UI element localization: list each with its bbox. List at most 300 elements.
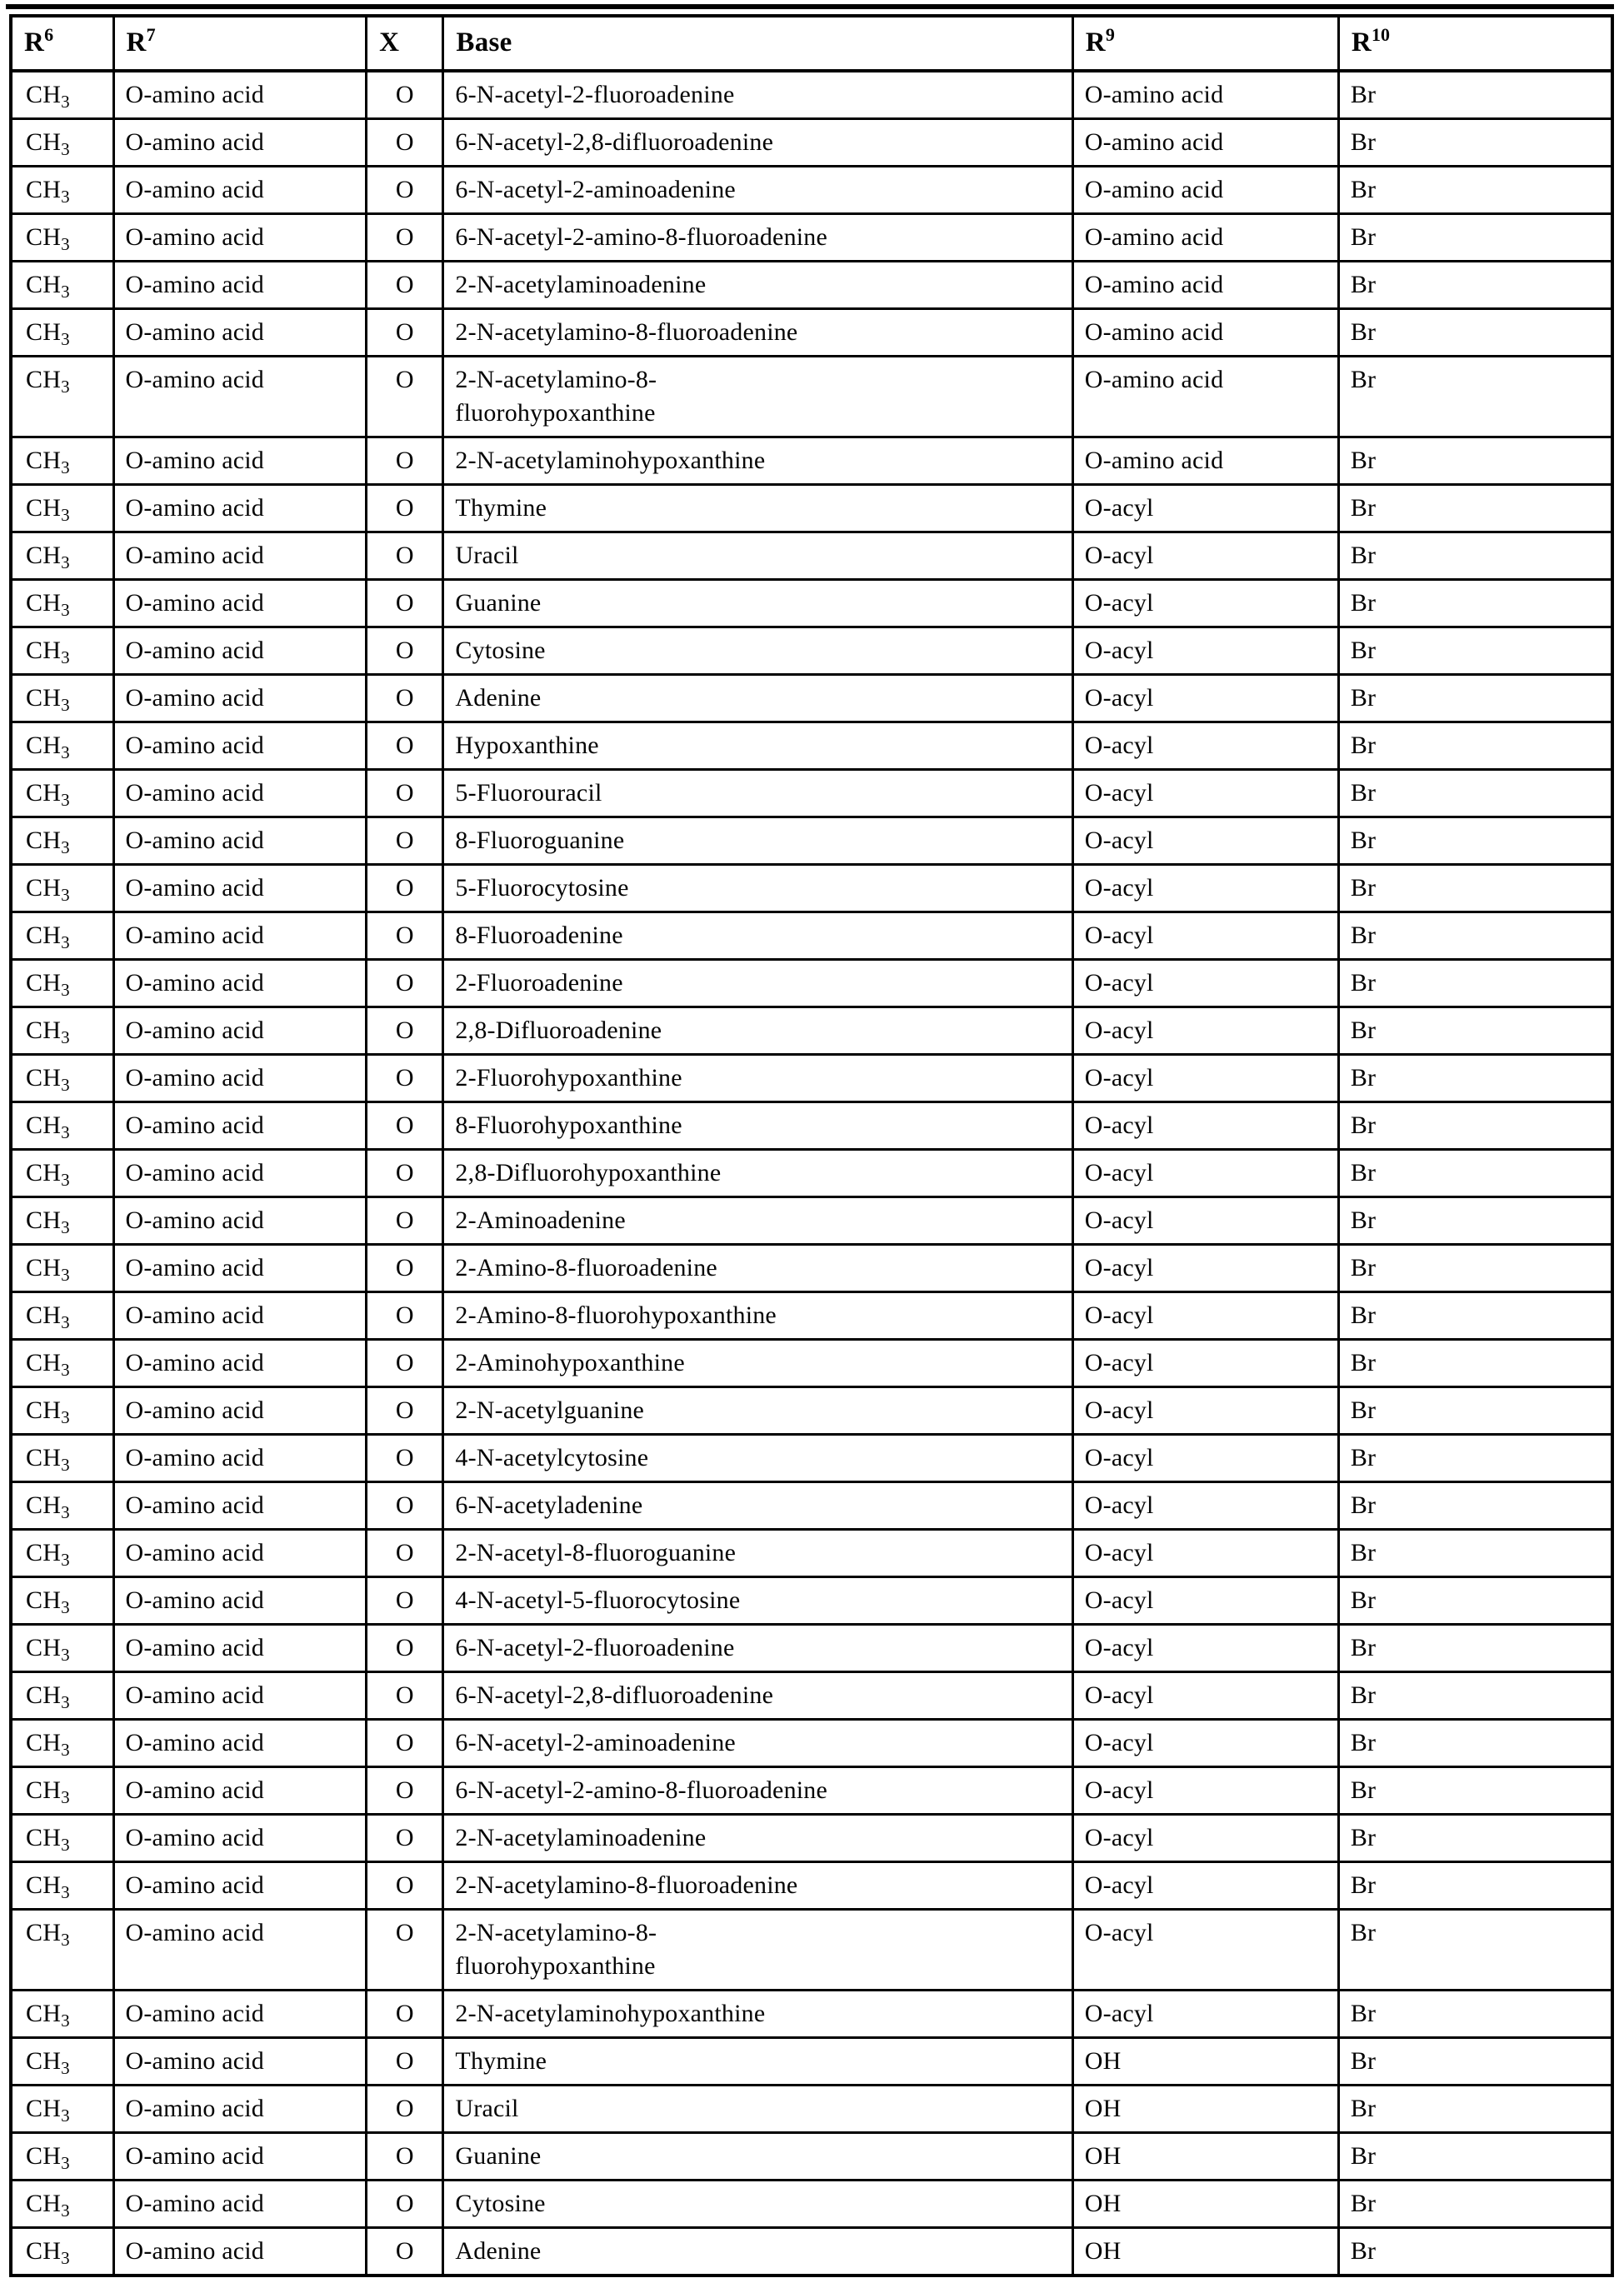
table-row [11,1197,1612,1245]
column-header-r6 [11,16,113,71]
cell-r10: Br [1338,357,1612,437]
cell-r7: O-amino acid [113,1197,367,1245]
cell-r9: O-amino acid [1072,357,1338,437]
table-row [11,2228,1612,2276]
cell-r10: Br [1338,309,1612,357]
cell-r9: O-acyl [1072,1102,1338,1150]
table-row [11,71,1612,119]
table-row [11,817,1612,865]
cell-r9: O-acyl [1072,1720,1338,1767]
cell-base: Thymine [443,485,1072,532]
table-row [11,1292,1612,1340]
cell-r6: $CH_3$ [11,1245,113,1292]
table-row [11,722,1612,770]
cell-r6: $CH_3$ [11,1720,113,1767]
cell-r7: O-amino acid [113,309,367,357]
cell-base: 2-N-acetylguanine [443,1387,1072,1435]
cell-base: 6-N-acetyl-2-amino-8-fluoroadenine [443,1767,1072,1815]
cell-r6: $CH_3$ [11,1197,113,1245]
table-row [11,2133,1612,2181]
cell-x: O [367,1767,443,1815]
cell-x: O [367,912,443,960]
cell-r10: Br [1338,1815,1612,1862]
cell-r10: Br [1338,1292,1612,1340]
cell-base: Guanine [443,2133,1072,2181]
cell-r6: $CH_3$ [11,2228,113,2276]
cell-r7: O-amino acid [113,770,367,817]
cell-r9: O-acyl [1072,1672,1338,1720]
cell-x: O [367,1530,443,1577]
cell-r7: O-amino acid [113,1625,367,1672]
table-row [11,1340,1612,1387]
cell-r6: $CH_3$ [11,1482,113,1530]
cell-r10: Br [1338,912,1612,960]
cell-r7: O-amino acid [113,580,367,627]
table-row [11,1530,1612,1577]
cell-r9: O-acyl [1072,960,1338,1007]
cell-r7: O-amino acid [113,912,367,960]
table-row [11,167,1612,214]
cell-r9: O-acyl [1072,1435,1338,1482]
cell-x: O [367,532,443,580]
table-row [11,2086,1612,2133]
cell-r10: Br [1338,167,1612,214]
cell-x: O [367,1245,443,1292]
cell-r9: O-acyl [1072,1340,1338,1387]
table-row [11,1862,1612,1910]
cell-r9: O-acyl [1072,1150,1338,1197]
cell-r10: Br [1338,262,1612,309]
cell-x: O [367,1720,443,1767]
cell-r7: O-amino acid [113,817,367,865]
cell-r9: O-amino acid [1072,437,1338,485]
cell-r7: O-amino acid [113,167,367,214]
cell-x: O [367,485,443,532]
cell-r10: Br [1338,1007,1612,1055]
cell-r10: Br [1338,960,1612,1007]
cell-x: O [367,1387,443,1435]
table-row [11,1672,1612,1720]
cell-x: O [367,357,443,437]
cell-r10: Br [1338,1482,1612,1530]
cell-r10: Br [1338,722,1612,770]
column-header-label: R [1085,27,1106,57]
cell-base: 2-N-acetylamino-8-fluoroadenine [443,309,1072,357]
cell-base: 8-Fluoroadenine [443,912,1072,960]
cell-r9: O-amino acid [1072,214,1338,262]
cell-r6: $CH_3$ [11,214,113,262]
column-header-superscript: 7 [146,24,156,45]
cell-x: O [367,71,443,119]
cell-r10: Br [1338,675,1612,722]
cell-r9: O-acyl [1072,1815,1338,1862]
cell-r10: Br [1338,1530,1612,1577]
cell-base: 2,8-Difluoroadenine [443,1007,1072,1055]
table-row [11,1910,1612,1991]
cell-r7: O-amino acid [113,1482,367,1530]
cell-r10: Br [1338,532,1612,580]
cell-r6: $CH_3$ [11,167,113,214]
table-row [11,912,1612,960]
cell-r7: O-amino acid [113,1102,367,1150]
cell-base: Guanine [443,580,1072,627]
cell-base: Uracil [443,532,1072,580]
cell-r7: O-amino acid [113,214,367,262]
cell-base: 8-Fluorohypoxanthine [443,1102,1072,1150]
cell-r9: OH [1072,2133,1338,2181]
cell-r7: O-amino acid [113,2228,367,2276]
table-row [11,770,1612,817]
cell-r7: O-amino acid [113,532,367,580]
table-row [11,1815,1612,1862]
cell-base: 5-Fluorouracil [443,770,1072,817]
table-row [11,1245,1612,1292]
cell-x: O [367,1435,443,1482]
cell-x: O [367,1007,443,1055]
cell-r10: Br [1338,119,1612,167]
cell-base: 2,8-Difluorohypoxanthine [443,1150,1072,1197]
cell-r9: O-acyl [1072,722,1338,770]
cell-base: 6-N-acetyl-2,8-difluoroadenine [443,119,1072,167]
column-header-label: R [126,27,147,57]
cell-r6: $CH_3$ [11,580,113,627]
cell-r6: $CH_3$ [11,357,113,437]
cell-r6: $CH_3$ [11,865,113,912]
cell-base: 6-N-acetyl-2-aminoadenine [443,167,1072,214]
table-row [11,437,1612,485]
cell-r6: $CH_3$ [11,1102,113,1150]
cell-r6: $CH_3$ [11,2181,113,2228]
cell-r6: $CH_3$ [11,1767,113,1815]
table-row [11,1625,1612,1672]
cell-r7: O-amino acid [113,262,367,309]
cell-r10: Br [1338,1625,1612,1672]
cell-r9: O-acyl [1072,912,1338,960]
cell-r7: O-amino acid [113,1435,367,1482]
table-row [11,1991,1612,2038]
cell-base: 5-Fluorocytosine [443,865,1072,912]
cell-base: 2-N-acetylamino-8- fluorohypoxanthine [443,357,1072,437]
cell-r9: O-acyl [1072,1007,1338,1055]
table-row [11,675,1612,722]
cell-x: O [367,627,443,675]
cell-r10: Br [1338,1102,1612,1150]
cell-r9: O-acyl [1072,1625,1338,1672]
cell-r6: $CH_3$ [11,532,113,580]
cell-x: O [367,1577,443,1625]
table-row [11,1055,1612,1102]
cell-r9: OH [1072,2038,1338,2086]
cell-r10: Br [1338,1055,1612,1102]
cell-r6: $CH_3$ [11,1387,113,1435]
cell-r9: O-acyl [1072,1292,1338,1340]
cell-r7: O-amino acid [113,1767,367,1815]
table-row [11,627,1612,675]
cell-x: O [367,437,443,485]
column-header-label: R [1351,27,1372,57]
cell-r10: Br [1338,214,1612,262]
cell-base: 2-Fluorohypoxanthine [443,1055,1072,1102]
table-row [11,1150,1612,1197]
cell-x: O [367,1150,443,1197]
cell-r10: Br [1338,1910,1612,1991]
cell-r9: OH [1072,2228,1338,2276]
cell-r6: $CH_3$ [11,1815,113,1862]
table-row [11,960,1612,1007]
cell-base: Hypoxanthine [443,722,1072,770]
cell-x: O [367,1991,443,2038]
column-header-r7 [113,16,367,71]
column-header-superscript: 9 [1105,24,1115,45]
cell-r9: O-acyl [1072,817,1338,865]
cell-r9: O-amino acid [1072,309,1338,357]
cell-r6: $CH_3$ [11,627,113,675]
table-row [11,580,1612,627]
cell-x: O [367,817,443,865]
cell-x: O [367,960,443,1007]
table-row [11,119,1612,167]
cell-r7: O-amino acid [113,960,367,1007]
cell-r9: O-acyl [1072,675,1338,722]
cell-x: O [367,675,443,722]
cell-x: O [367,119,443,167]
cell-x: O [367,1815,443,1862]
cell-r7: O-amino acid [113,1672,367,1720]
cell-r9: O-acyl [1072,580,1338,627]
cell-base: 2-Aminoadenine [443,1197,1072,1245]
cell-r6: $CH_3$ [11,1055,113,1102]
cell-r6: $CH_3$ [11,912,113,960]
cell-r10: Br [1338,1150,1612,1197]
cell-x: O [367,1055,443,1102]
cell-r9: O-amino acid [1072,167,1338,214]
table-row [11,1767,1612,1815]
cell-r6: $CH_3$ [11,485,113,532]
cell-r9: O-acyl [1072,627,1338,675]
table-row [11,214,1612,262]
cell-r7: O-amino acid [113,1007,367,1055]
cell-r7: O-amino acid [113,675,367,722]
cell-x: O [367,1910,443,1991]
cell-r6: $CH_3$ [11,1150,113,1197]
cell-r10: Br [1338,1720,1612,1767]
table-row [11,1102,1612,1150]
cell-r7: O-amino acid [113,119,367,167]
cell-r10: Br [1338,1340,1612,1387]
cell-r9: O-acyl [1072,485,1338,532]
cell-base: 2-N-acetylaminoadenine [443,1815,1072,1862]
cell-base: 2-N-acetylaminohypoxanthine [443,437,1072,485]
cell-r7: O-amino acid [113,1292,367,1340]
table-row [11,532,1612,580]
cell-r10: Br [1338,1991,1612,2038]
cell-r9: O-acyl [1072,1387,1338,1435]
cell-base: 2-Aminohypoxanthine [443,1340,1072,1387]
cell-r6: $CH_3$ [11,1340,113,1387]
header-row [11,16,1612,71]
cell-base: 2-Amino-8-fluorohypoxanthine [443,1292,1072,1340]
cell-r7: O-amino acid [113,1991,367,2038]
cell-r7: O-amino acid [113,485,367,532]
cell-base: 6-N-acetyl-2-fluoroadenine [443,71,1072,119]
cell-r10: Br [1338,1245,1612,1292]
cell-r7: O-amino acid [113,1055,367,1102]
cell-x: O [367,1292,443,1340]
cell-base: 2-N-acetylamino-8-fluoroadenine [443,1862,1072,1910]
cell-x: O [367,167,443,214]
cell-base: 6-N-acetyl-2-aminoadenine [443,1720,1072,1767]
cell-r9: O-acyl [1072,1530,1338,1577]
table-row [11,1435,1612,1482]
cell-r10: Br [1338,1197,1612,1245]
cell-r10: Br [1338,2181,1612,2228]
column-header-label: X [379,27,400,57]
cell-r9: O-acyl [1072,1197,1338,1245]
cell-r7: O-amino acid [113,71,367,119]
column-header-x [367,16,443,71]
table-row [11,262,1612,309]
cell-base: Adenine [443,2228,1072,2276]
cell-base: Thymine [443,2038,1072,2086]
cell-base: 6-N-acetyl-2-fluoroadenine [443,1625,1072,1672]
cell-r7: O-amino acid [113,1340,367,1387]
cell-r6: $CH_3$ [11,770,113,817]
cell-x: O [367,1482,443,1530]
cell-r6: $CH_3$ [11,437,113,485]
cell-x: O [367,214,443,262]
cell-base: 4-N-acetylcytosine [443,1435,1072,1482]
cell-r6: $CH_3$ [11,71,113,119]
cell-x: O [367,1862,443,1910]
cell-r9: O-acyl [1072,1055,1338,1102]
cell-r6: $CH_3$ [11,675,113,722]
cell-r9: O-acyl [1072,1482,1338,1530]
table-row [11,2181,1612,2228]
column-header-superscript: 6 [44,24,54,45]
cell-r6: $CH_3$ [11,1577,113,1625]
cell-r7: O-amino acid [113,2038,367,2086]
cell-base: 6-N-acetyl-2,8-difluoroadenine [443,1672,1072,1720]
cell-x: O [367,2228,443,2276]
cell-r9: O-acyl [1072,1910,1338,1991]
cell-r7: O-amino acid [113,1387,367,1435]
cell-base: Cytosine [443,2181,1072,2228]
cell-r7: O-amino acid [113,1530,367,1577]
cell-r10: Br [1338,770,1612,817]
cell-r6: $CH_3$ [11,262,113,309]
cell-r10: Br [1338,1862,1612,1910]
cell-r6: $CH_3$ [11,1007,113,1055]
cell-r9: O-acyl [1072,1245,1338,1292]
cell-r10: Br [1338,817,1612,865]
cell-r6: $CH_3$ [11,309,113,357]
cell-r7: O-amino acid [113,357,367,437]
column-header-superscript: 10 [1371,24,1390,45]
table-row [11,1387,1612,1435]
cell-r7: O-amino acid [113,865,367,912]
cell-x: O [367,309,443,357]
cell-r10: Br [1338,2038,1612,2086]
cell-r7: O-amino acid [113,1150,367,1197]
cell-r6: $CH_3$ [11,1625,113,1672]
column-header-base [443,16,1072,71]
cell-r9: O-acyl [1072,1767,1338,1815]
cell-r7: O-amino acid [113,1577,367,1625]
top-rule-line [6,4,1614,9]
column-header-label: R [24,27,45,57]
cell-x: O [367,2133,443,2181]
cell-r7: O-amino acid [113,2181,367,2228]
table-row [11,357,1612,437]
cell-r10: Br [1338,1767,1612,1815]
table-row [11,1482,1612,1530]
cell-base: 2-N-acetylamino-8- fluorohypoxanthine [443,1910,1072,1991]
cell-x: O [367,1672,443,1720]
table-row [11,1577,1612,1625]
cell-r7: O-amino acid [113,1815,367,1862]
cell-r9: O-amino acid [1072,262,1338,309]
cell-base: 2-Fluoroadenine [443,960,1072,1007]
cell-r7: O-amino acid [113,722,367,770]
cell-r9: O-acyl [1072,770,1338,817]
cell-r9: O-acyl [1072,1862,1338,1910]
cell-r7: O-amino acid [113,1862,367,1910]
cell-x: O [367,865,443,912]
cell-x: O [367,2038,443,2086]
cell-r10: Br [1338,580,1612,627]
cell-base: 8-Fluoroguanine [443,817,1072,865]
table-row [11,1720,1612,1767]
cell-base: Uracil [443,2086,1072,2133]
column-header-label: Base [456,27,512,57]
cell-base: 6-N-acetyl-2-amino-8-fluoroadenine [443,214,1072,262]
cell-r6: $CH_3$ [11,1292,113,1340]
substituent-table [9,14,1614,2277]
cell-r10: Br [1338,1387,1612,1435]
cell-r7: O-amino acid [113,1910,367,1991]
cell-r6: $CH_3$ [11,1910,113,1991]
table-row [11,2038,1612,2086]
cell-base: Cytosine [443,627,1072,675]
cell-base: 2-N-acetylaminoadenine [443,262,1072,309]
cell-r9: O-acyl [1072,1577,1338,1625]
cell-r6: $CH_3$ [11,2038,113,2086]
cell-r9: O-acyl [1072,865,1338,912]
cell-base: 2-N-acetylaminohypoxanthine [443,1991,1072,2038]
cell-r10: Br [1338,865,1612,912]
cell-r10: Br [1338,437,1612,485]
cell-base: 2-Amino-8-fluoroadenine [443,1245,1072,1292]
cell-x: O [367,2181,443,2228]
cell-x: O [367,580,443,627]
cell-x: O [367,262,443,309]
cell-r6: $CH_3$ [11,2133,113,2181]
table-row [11,1007,1612,1055]
cell-r10: Br [1338,485,1612,532]
column-header-r10 [1338,16,1612,71]
column-header-r9 [1072,16,1338,71]
cell-r6: $CH_3$ [11,1991,113,2038]
table-row [11,865,1612,912]
cell-r9: OH [1072,2181,1338,2228]
cell-base: 6-N-acetyladenine [443,1482,1072,1530]
cell-r6: $CH_3$ [11,2086,113,2133]
cell-r6: $CH_3$ [11,960,113,1007]
cell-r6: $CH_3$ [11,1862,113,1910]
cell-x: O [367,2086,443,2133]
cell-x: O [367,1625,443,1672]
cell-r10: Br [1338,2086,1612,2133]
